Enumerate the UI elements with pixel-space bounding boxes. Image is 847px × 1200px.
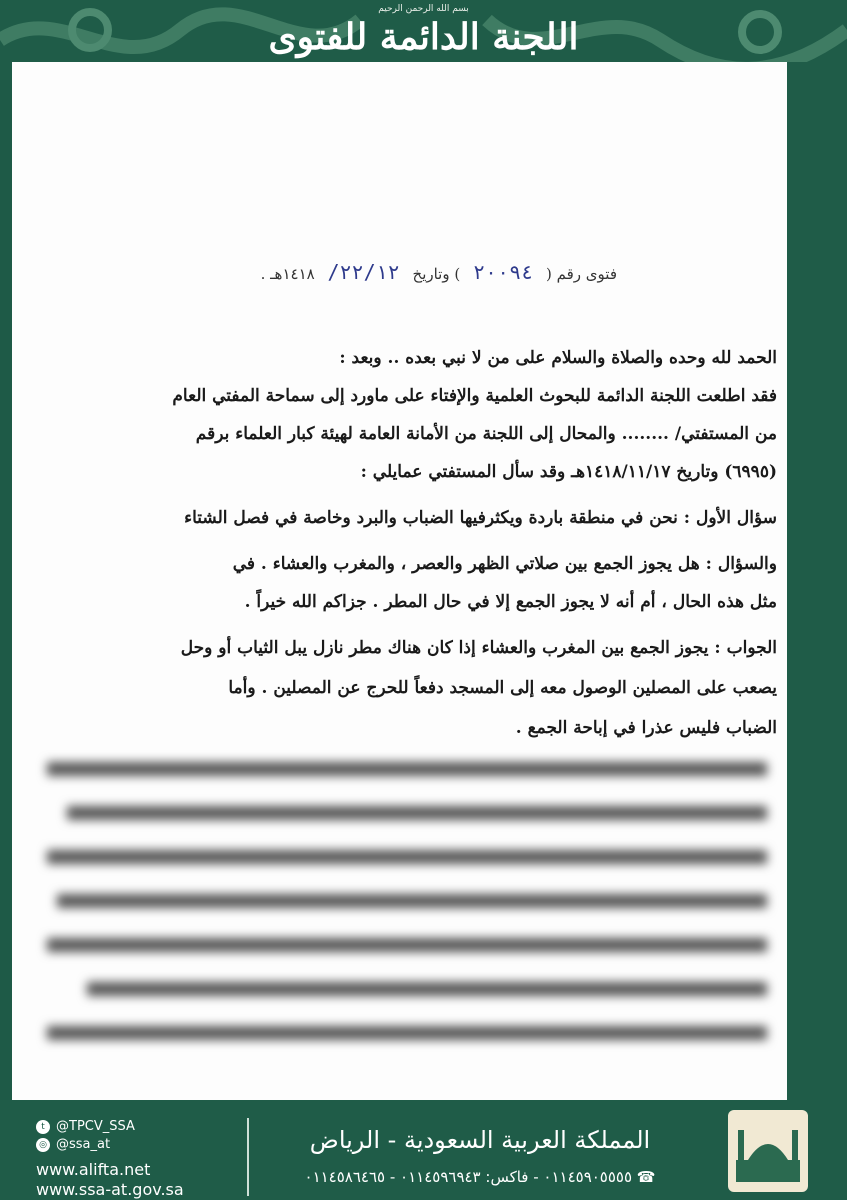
web-link-2[interactable]: www.ssa-at.gov.sa	[36, 1180, 184, 1199]
fatwa-date-prefix: ) وتاريخ	[412, 265, 461, 283]
question-line-3: مثل هذه الحال ، أم أنه لا يجوز الجمع إلا في حال المطر . جزاكم الله خيراً .	[244, 592, 777, 612]
fatwa-prefix: فتوى رقم (	[546, 265, 617, 283]
fatwa-number: ٢٠٠٩٤	[473, 260, 534, 284]
answer-text-1: يجوز الجمع بين المغرب والعشاء إذا كان هناك مطر نازل يبل الثياب أو وحل	[180, 638, 709, 658]
fatwa-number-line	[197, 260, 617, 284]
phone-icon: ☎	[632, 1168, 656, 1186]
answer-label: الجواب :	[714, 638, 777, 658]
blurred-lines-placeholder	[47, 752, 777, 1052]
blurred-text-block	[47, 752, 777, 1069]
web-link-1[interactable]: www.alifta.net	[36, 1160, 151, 1179]
question-label: سؤال الأول :	[683, 508, 777, 528]
answer-line-3: الضباب فليس عذرا في إباحة الجمع .	[515, 718, 777, 738]
committee-title: اللجنة الدائمة للفتوى	[268, 16, 579, 58]
fatwa-document	[12, 62, 787, 1120]
twitter-handle-2[interactable]: @ssa_at	[56, 1137, 111, 1152]
twitter-handle-1[interactable]: @TPCV_SSA	[56, 1119, 135, 1134]
praise-line: الحمد لله وحده والصلاة والسلام على من لا نبي بعده .. وبعد :	[339, 348, 777, 368]
intro-line-2: من المستفتي/ ........ والمحال إلى اللجنة من الأمانة العامة لهيئة كبار العلماء برقم	[195, 424, 777, 444]
basmala: بسم الله الرحمن الرحيم	[378, 4, 469, 14]
mosque-logo-icon	[728, 1110, 808, 1192]
answer-line-2: يصعب على المصلين الوصول معه إلى المسجد دفعاً للحرج عن المصلين . وأما	[228, 678, 777, 698]
fatwa-date-handwritten: ٢٢/١٢/	[327, 260, 400, 284]
twitter-icon: t	[36, 1120, 50, 1134]
question-line-2: والسؤال : هل يجوز الجمع بين صلاتي الظهر والعصر ، والمغرب والعشاء . في	[232, 554, 777, 574]
intro-line-3: (٦٩٩٥) وتاريخ ١٤١٨/١١/١٧هـ وقد سأل المستفتي عمايلي :	[360, 462, 777, 482]
letterhead-footer	[0, 1100, 847, 1200]
answer-line-1	[42, 632, 777, 664]
phone-numbers: ٠١١٤٥٩٠٥٥٥٥ - فاكس: ٠١١٤٥٩٦٩٤٣ - ٠١١٤٥٨٦٤٦٥	[304, 1168, 633, 1186]
intro-line-1: فقد اطلعت اللجنة الدائمة للبحوث العلمية والإفتاء على ماورد إلى سماحة المفتي العام	[172, 386, 777, 406]
institution-logo	[728, 1110, 808, 1192]
social-handles	[36, 1118, 236, 1154]
question-line-1	[42, 502, 777, 534]
footer-divider	[247, 1118, 249, 1196]
question-text-1: نحن في منطقة باردة ويكثرفيها الضباب والبرد وخاصة في فصل الشتاء	[184, 508, 678, 528]
instagram-icon: ◎	[36, 1138, 50, 1152]
websites	[36, 1160, 184, 1200]
fatwa-date-suffix: ١٤١٨هـ .	[260, 265, 315, 283]
kingdom-address: المملكة العربية السعودية - الرياض	[309, 1126, 651, 1154]
contact-phones	[260, 1168, 700, 1186]
right-green-strip	[787, 62, 847, 1120]
